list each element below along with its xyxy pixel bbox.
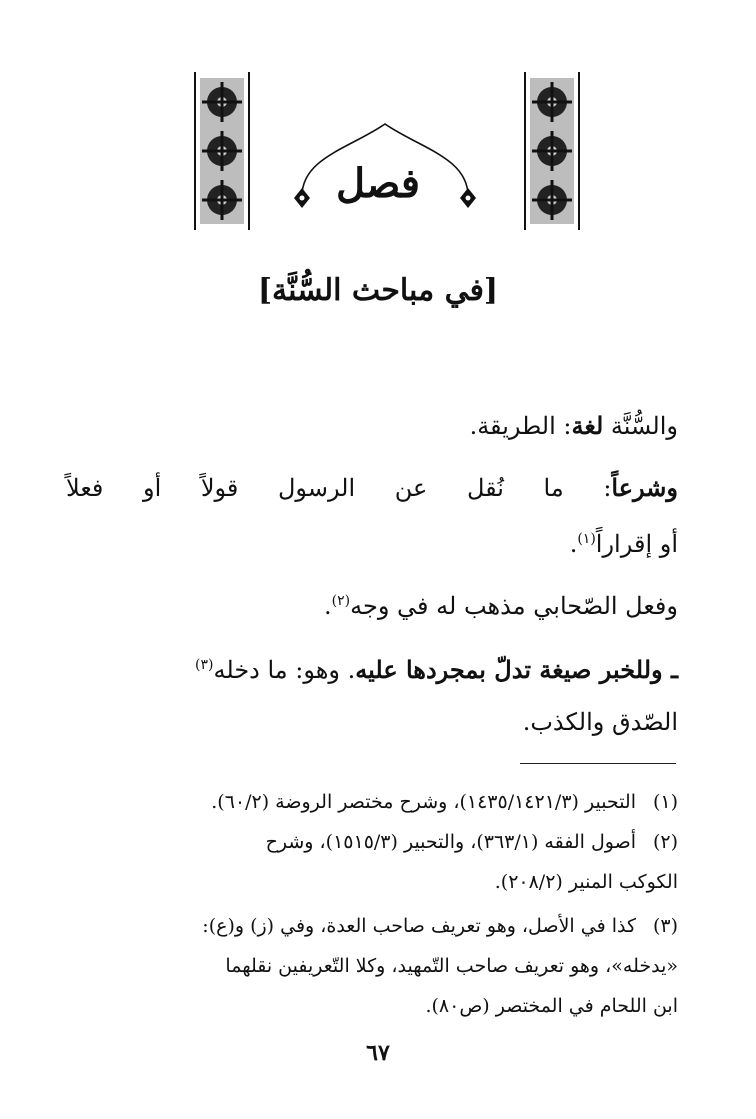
footnote-ref-3[interactable]: (٣) bbox=[195, 657, 214, 673]
footnote-3-continuation-1: «يدخله»، وهو تعريف صاحب التّمهيد، وكلا التّعريفين نقلهما bbox=[225, 955, 678, 977]
footnote-3-continuation-2: ابن اللحام في المختصر (ص٨٠). bbox=[425, 995, 678, 1017]
footnote-1-number: (١) bbox=[652, 791, 678, 813]
footnote-3: (٣)كذا في الأصل، وهو تعريف صاحب العدة، وفي (ز) و(ع): bbox=[66, 906, 678, 946]
footnote-2-number: (٢) bbox=[652, 831, 678, 853]
section-title: [في مباحث السُّنَّة] bbox=[257, 273, 499, 308]
ornament-column-left-icon bbox=[524, 72, 580, 230]
footnote-1: (١)التحبير (١٤٣٥/١٤٢١/٣)، وشرح مختصر الروضة (٦٠/٢). bbox=[66, 782, 678, 822]
chapter-title: فصل bbox=[335, 160, 421, 207]
ornament-column-right-icon bbox=[194, 72, 250, 230]
paragraph-2-line-2: أو إقراراً$^{(١)}$. bbox=[569, 530, 678, 558]
page-number: ٦٧ bbox=[366, 1040, 390, 1066]
paragraph-3: وفعل الصّحابي مذهب له في وجه$^{(٢)}$. bbox=[324, 592, 678, 620]
footnote-separator bbox=[520, 763, 676, 764]
paragraph-2-line-1: وشرعاً: ما نُقل عن الرسول قولاً أو فعلاً bbox=[66, 473, 678, 502]
footnote-ref-1[interactable]: (١) bbox=[577, 531, 596, 547]
footnote-2-continuation: الكوكب المنير (٢٠٨/٢). bbox=[494, 871, 678, 893]
paragraph-4-line-2: الصّدق والكذب. bbox=[522, 708, 678, 736]
footnote-2: (٢)أصول الفقه (٣٦٣/١)، والتحبير (١٥١٥/٣)، وشرح bbox=[66, 822, 678, 862]
paragraph-1: والسُّنَّة لغة: الطريقة. bbox=[469, 411, 678, 440]
footnote-ref-2[interactable]: (٢) bbox=[331, 593, 351, 609]
paragraph-4-line-1: ـ وللخبر صيغة تدلّ بمجردها عليه. وهو: ما دخله$^{(٣)}$ bbox=[195, 655, 678, 684]
footnote-3-number: (٣) bbox=[652, 915, 678, 937]
